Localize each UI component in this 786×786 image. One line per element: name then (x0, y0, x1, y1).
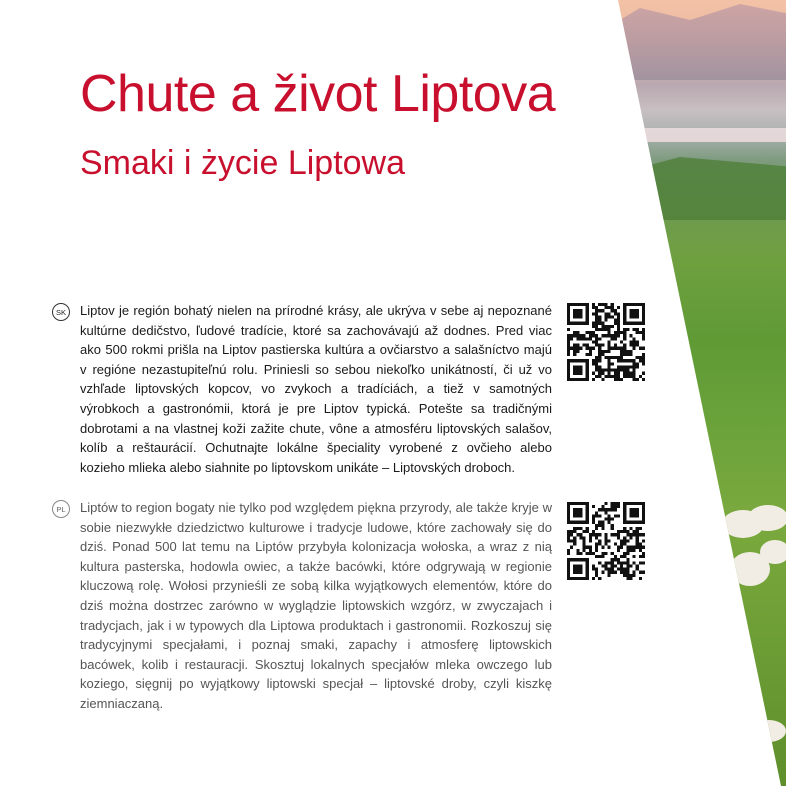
sheep-graphic (722, 510, 764, 538)
sheep-graphic (748, 505, 786, 531)
lake-graphic (620, 128, 786, 142)
sheep-graphic (760, 540, 786, 564)
body-text-pl: Liptów to region bogaty nie tylko pod względem piękna przyrody, ale także kryje w sobie niezwykłe dziedzictwo kulturowe i tradycje ludowe, które zachowały się do dziś. Ponad 500 lat temu na Liptów przybyła kolonizacja wołoska, a wraz z nią kultura pasterska, hodowla owiec, a także bacówki, które odgrywają w regionie kluczową rolę. Wołosi przynieśli ze sobą kilka wyjątkowych elementów, które do dziś można dostrzec zarówno w wyglądzie liptowskich wzgórz, w zwyczajach i tradycjach, jak i w typowych dla Liptowa produktach i gastronomii. Rozkoszuj się tradycyjnymi specjałami, i poznaj smaki, zapachy i atmosferę liptowskich bacówek, kolib i restauracji. Skosztuj lokalnych specjałów mleka owczego lub koziego, sięgnij po wyjątkowy liptowski specjał – liptovské droby, czyli kiszkę ziemniaczaną. (80, 500, 552, 711)
hill-graphic (600, 150, 786, 220)
body-text-sk: Liptov je región bohatý nielen na prírodné krásy, ale ukrýva v sebe aj nepoznané kultúrne dedičstvo, ľudové tradície, ktoré sa zachovávajú až dodnes. Pred viac ako 500 rokmi prišla na Liptov pastierska kultúra a ovčiarstvo a salašníctvo majú v regióne nezastupiteľnú rolu. Priniesli so sebou niekoľko unikátností, či už vo vzhľade liptovských kopcov, vo zvykoch a tradíciách, a tiež v samotných výrobkoch a gastronómii, ktorá je pre Liptov typická. Potešte sa tradičnými dobrotami a na vlastnej koži zažite chute, vône a atmosféru liptovských salašov, kolíb a reštaurácií. Ochutnajte lokálne špeciality vyrobené z ovčieho alebo kozieho mlieka alebo siahnite po liptovskom unikáte – Liptovských droboch. (80, 303, 552, 475)
qr-code-icon[interactable] (567, 502, 645, 580)
language-badge-sk: SK (52, 303, 70, 321)
qr-code-icon[interactable] (567, 303, 645, 381)
page-title: Chute a život Liptova (80, 65, 556, 123)
sheep-graphic (752, 720, 786, 742)
page-subtitle: Smaki i życie Liptowa (80, 144, 406, 182)
mountains-graphic (600, 0, 786, 80)
sheep-graphic (730, 552, 770, 586)
language-badge-pl: PL (52, 500, 70, 518)
